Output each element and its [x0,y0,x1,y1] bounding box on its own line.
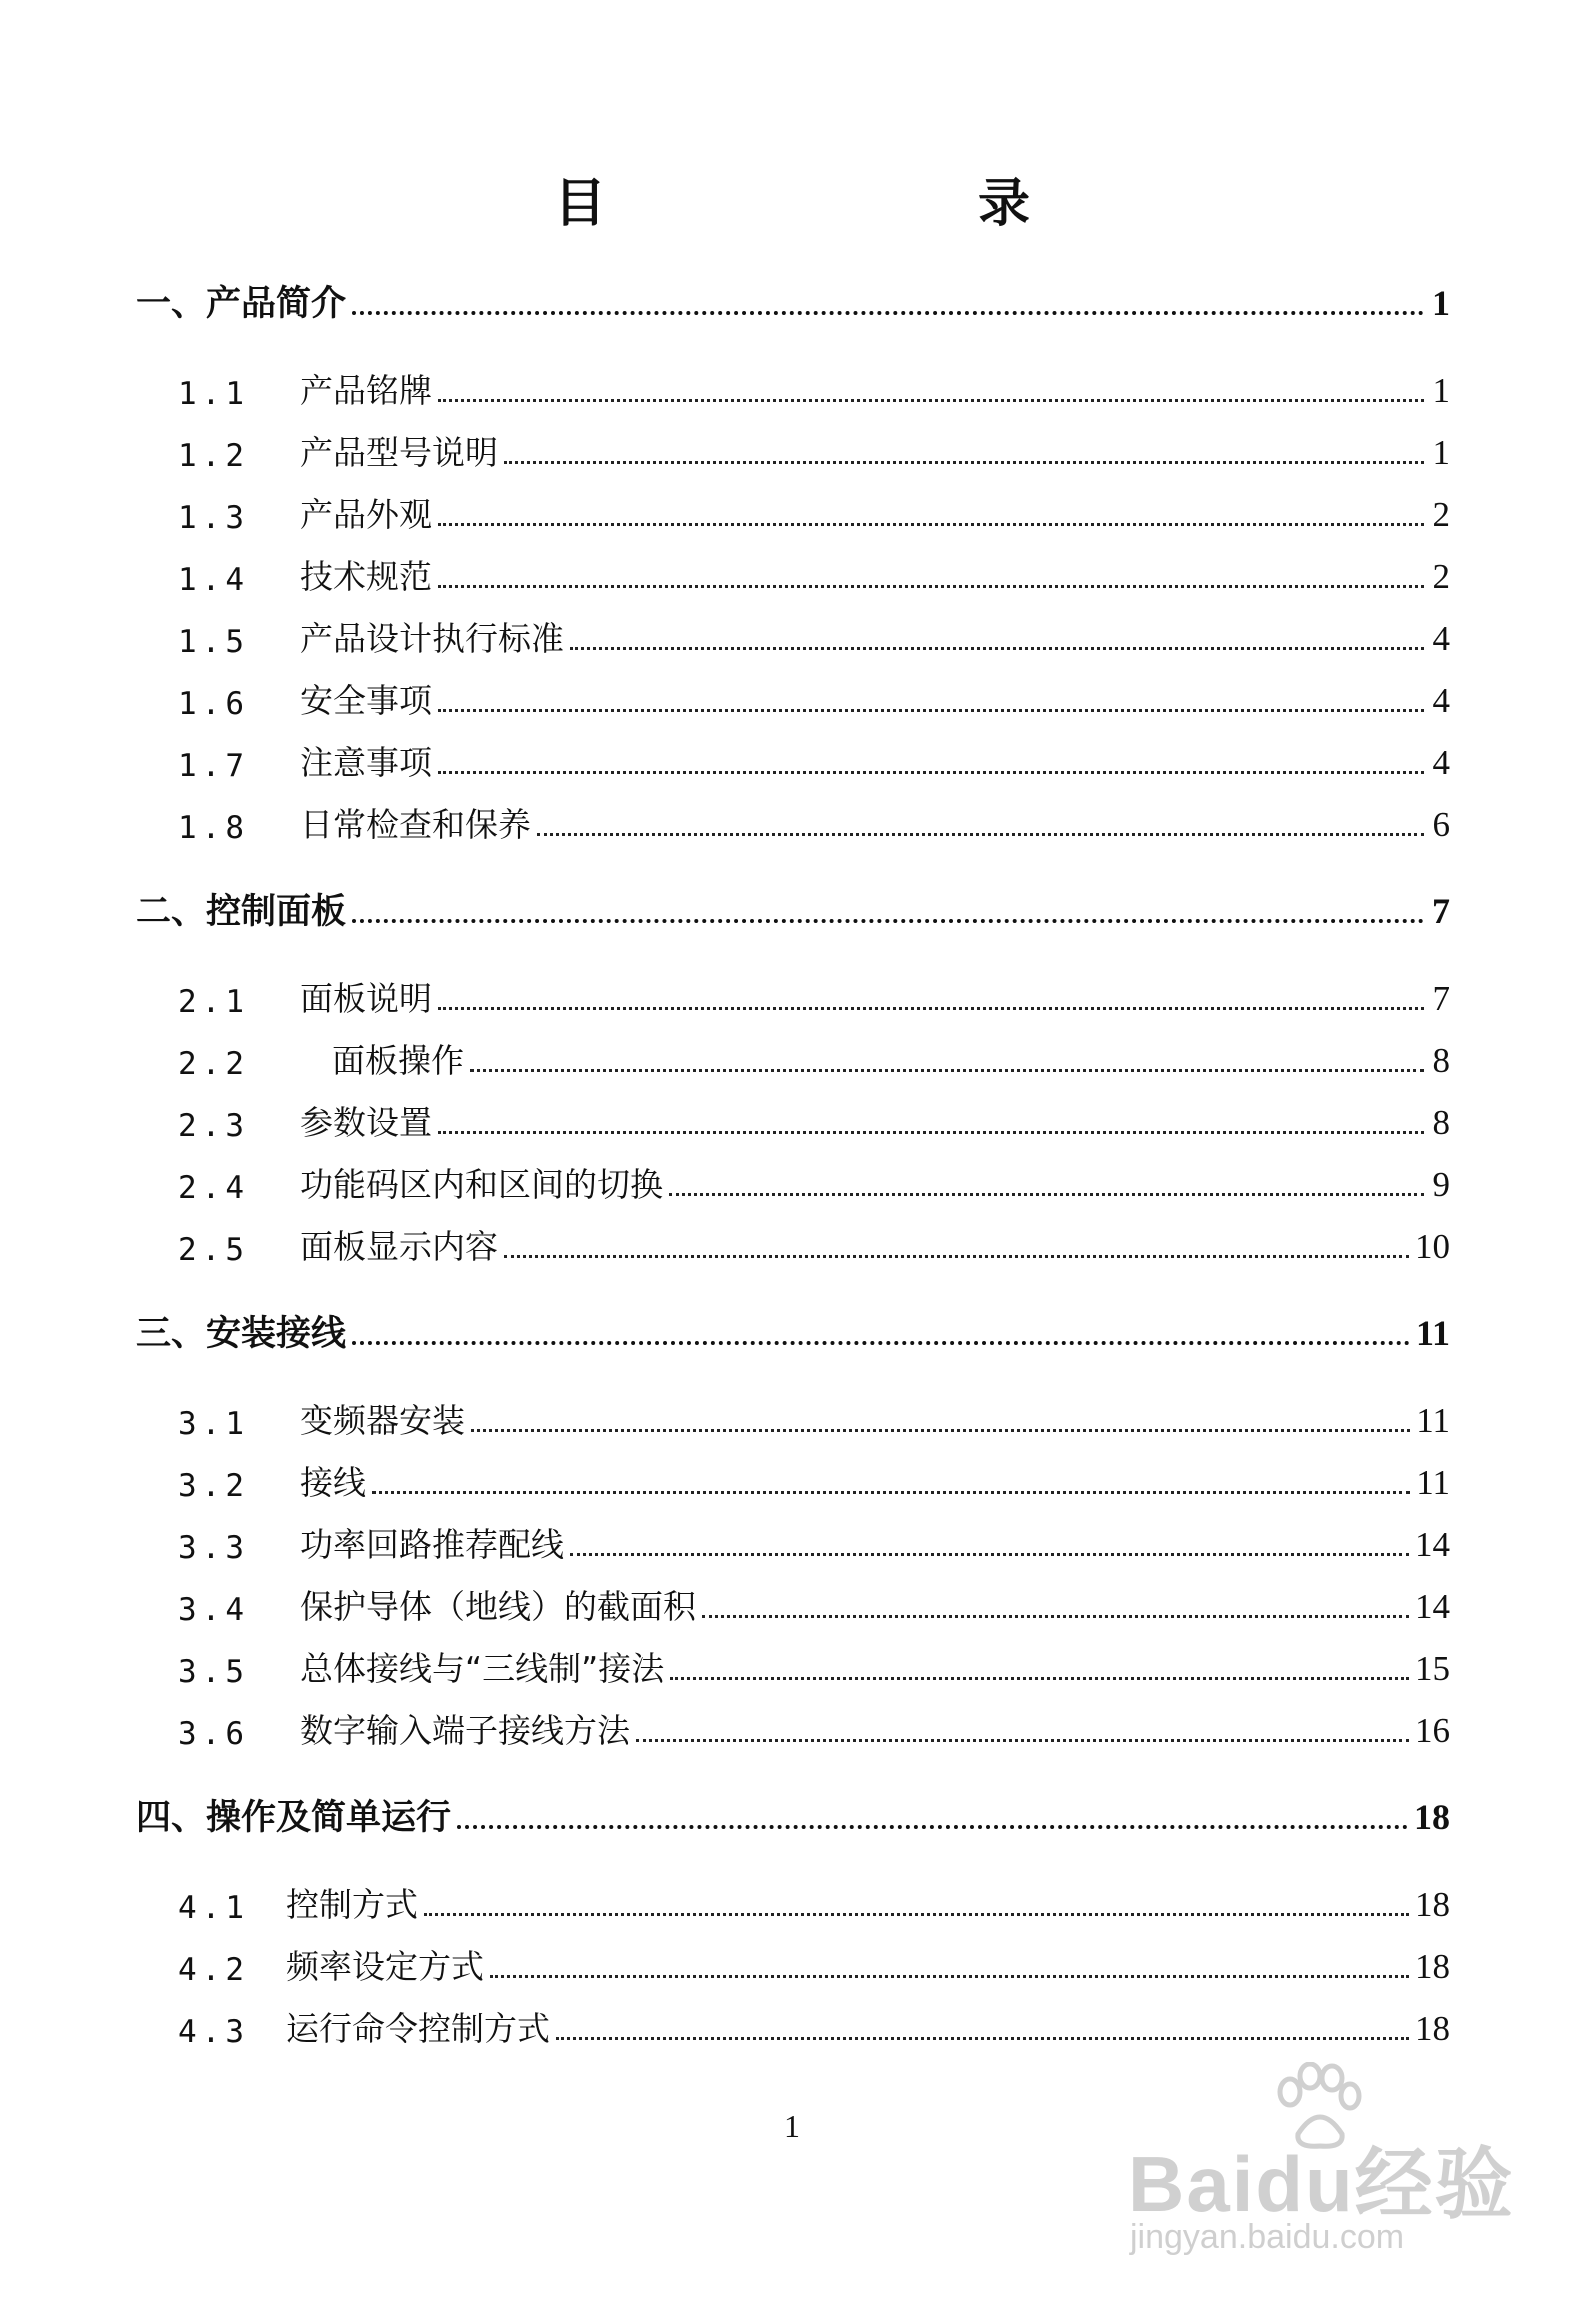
toc-page-number: 16 [1415,1711,1450,1750]
toc-label: 日常检查和保养 [300,805,531,844]
toc-section-1-4[interactable] [0,548,1584,598]
section-number: 3.6 [178,1716,249,1752]
dot-leader [570,1552,1409,1556]
toc-label: 功能码区内和区间的切换 [300,1165,663,1204]
dot-leader [424,1912,1409,1916]
toc-page-number: 4 [1432,681,1450,720]
section-number: 4.2 [178,1952,249,1988]
toc-label: 面板说明 [300,979,432,1018]
section-number: 3.5 [178,1654,249,1690]
dot-leader [504,1254,1409,1258]
dot-leader [670,1676,1409,1680]
toc-section-1-2[interactable] [0,424,1584,474]
dot-leader [457,1824,1408,1829]
toc-section-1-8[interactable] [0,796,1584,846]
dot-leader [438,398,1424,402]
toc-section-1-1[interactable] [0,362,1584,412]
toc-section-3-3[interactable] [0,1516,1584,1566]
toc-page-number: 1 [1432,433,1450,472]
dot-leader [636,1738,1409,1742]
dot-leader [372,1490,1410,1494]
dot-leader [438,770,1424,774]
toc-label: 二、控制面板 [136,892,347,932]
toc-section-1-7[interactable] [0,734,1584,784]
section-number: 2.1 [178,984,249,1020]
toc-label: 产品设计执行标准 [300,619,564,658]
toc-page-number: 18 [1415,2009,1450,2048]
dot-leader [490,1974,1409,1978]
toc-label: 频率设定方式 [286,1947,484,1986]
toc-page-number: 11 [1416,1401,1450,1440]
section-number: 2.3 [178,1108,249,1144]
toc-label: 变频器安装 [300,1401,465,1440]
toc-label: 产品外观 [300,495,432,534]
section-number: 3.3 [178,1530,249,1566]
toc-label: 功率回路推荐配线 [300,1525,564,1564]
section-number: 1.1 [178,376,249,412]
dot-leader [352,310,1424,315]
toc-label: 注意事项 [300,743,432,782]
dot-leader [438,1130,1424,1134]
toc-section-3-5[interactable] [0,1640,1584,1690]
toc-page-number: 2 [1432,557,1450,596]
toc-page-number: 10 [1415,1227,1450,1266]
toc-page-number: 7 [1432,979,1450,1018]
section-number: 2.2 [178,1046,249,1082]
dot-leader [570,646,1424,650]
toc-label: 参数设置 [300,1103,432,1142]
dot-leader [537,832,1424,836]
page-title: 目 录 [553,174,1190,234]
toc-page-number: 15 [1415,1649,1450,1688]
toc-label: 产品型号说明 [300,433,498,472]
toc-page-number: 18 [1414,1797,1450,1837]
toc-page-number: 6 [1432,805,1450,844]
toc-label: 技术规范 [300,557,432,596]
toc-page-number: 18 [1415,1947,1450,1986]
toc-page-number: 18 [1415,1885,1450,1924]
section-number: 3.1 [178,1406,249,1442]
toc-label: 三、安装接线 [136,1314,347,1354]
footer-page-number: 1 [784,2108,800,2144]
toc-page-number: 4 [1432,743,1450,782]
toc-section-4-2[interactable] [0,1938,1584,1988]
dot-leader [702,1614,1409,1618]
toc-section-3-1[interactable] [0,1392,1584,1442]
toc-label: 一、产品简介 [136,284,347,324]
toc-section-3-4[interactable] [0,1578,1584,1628]
toc-chapter-1[interactable] [0,276,1584,326]
toc-section-2-1[interactable] [0,970,1584,1020]
section-number: 4.3 [178,2014,249,2050]
toc-section-2-4[interactable] [0,1156,1584,1206]
toc-label: 接线 [300,1463,366,1502]
toc-page-number: 2 [1432,495,1450,534]
toc-page-number: 1 [1432,371,1450,410]
watermark-url: jingyan.baidu.com [1130,2218,1405,2256]
toc-label: 保护导体（地线）的截面积 [300,1587,696,1626]
toc-page-number: 14 [1415,1587,1450,1626]
toc-page-number: 1 [1432,283,1450,323]
toc-section-2-3[interactable] [0,1094,1584,1144]
toc-label: 数字输入端子接线方法 [300,1711,630,1750]
dot-leader [471,1428,1410,1432]
toc-label: 运行命令控制方式 [286,2009,550,2048]
section-number: 1.3 [178,500,249,536]
dot-leader [470,1068,1424,1072]
toc-section-2-5[interactable] [0,1218,1584,1268]
section-number: 2.5 [178,1232,249,1268]
section-number: 1.6 [178,686,249,722]
toc-page-number: 11 [1415,1313,1450,1353]
toc-page-number: 11 [1416,1463,1450,1502]
toc-page-number: 8 [1432,1041,1450,1080]
toc-page-number: 14 [1415,1525,1450,1564]
toc-chapter-3[interactable] [0,1306,1584,1356]
section-number: 1.8 [178,810,249,846]
toc-section-1-5[interactable] [0,610,1584,660]
toc-section-3-6[interactable] [0,1702,1584,1752]
section-number: 1.5 [178,624,249,660]
toc-label: 面板操作 [332,1041,464,1080]
dot-leader [438,1006,1424,1010]
toc-label: 安全事项 [300,681,432,720]
dot-leader [352,918,1424,923]
toc-page-number: 9 [1432,1165,1450,1204]
section-number: 1.7 [178,748,249,784]
toc-section-4-3[interactable] [0,2000,1584,2050]
toc-label: 面板显示内容 [300,1227,498,1266]
dot-leader [438,522,1424,526]
dot-leader [504,460,1424,464]
toc-label: 四、操作及简单运行 [136,1798,452,1838]
toc-section-1-3[interactable] [0,486,1584,536]
toc-section-2-2[interactable] [0,1032,1584,1082]
section-number: 3.2 [178,1468,249,1504]
dot-leader [669,1192,1424,1196]
section-number: 4.1 [178,1890,249,1926]
toc-section-3-2[interactable] [0,1454,1584,1504]
dot-leader [556,2036,1409,2040]
section-number: 1.4 [178,562,249,598]
toc-page-number: 4 [1432,619,1450,658]
watermark-brand: Baidu经验 [1128,2140,1515,2228]
dot-leader [352,1340,1410,1345]
toc-section-4-1[interactable] [0,1876,1584,1926]
toc-label: 总体接线与“三线制”接法 [300,1649,665,1688]
toc-label: 控制方式 [286,1885,418,1924]
toc-label: 产品铭牌 [300,371,432,410]
toc-page-number: 8 [1432,1103,1450,1142]
dot-leader [438,708,1424,712]
toc-page-number: 7 [1432,891,1450,931]
section-number: 1.2 [178,438,249,474]
baidu-jingyan-watermark [1118,2062,1515,2272]
section-number: 3.4 [178,1592,249,1628]
toc-chapter-2[interactable] [0,884,1584,934]
dot-leader [438,584,1424,588]
toc-chapter-4[interactable] [0,1790,1584,1840]
toc-section-1-6[interactable] [0,672,1584,722]
section-number: 2.4 [178,1170,249,1206]
